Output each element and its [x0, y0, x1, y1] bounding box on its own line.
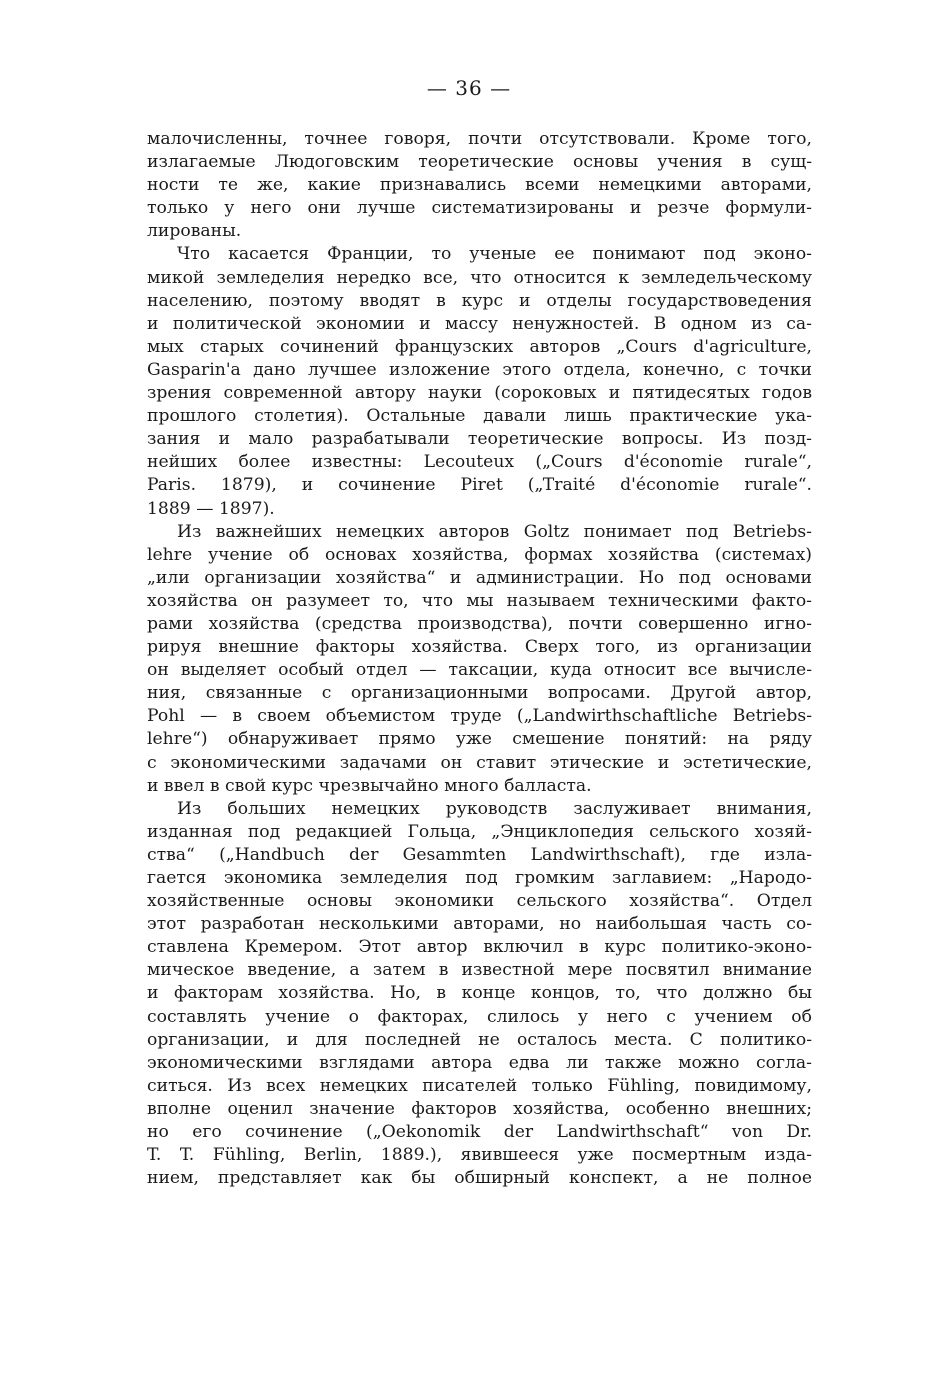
text-line: „или организации хозяйства“ и администрации. Но под основами — [147, 567, 812, 588]
text-line: и политической экономии и массу ненужностей. В одном из са- — [147, 313, 812, 334]
text-line: T. T. Fühling, Berlin, 1889.), явившееся уже посмертным изда- — [147, 1145, 812, 1166]
text-line: мых старых сочинений французских авторов „Cours d'agriculture, — [147, 336, 812, 357]
text-line: Что касается Франции, то ученые ее понимают под эконо- — [177, 244, 812, 265]
text-line: 1889 — 1897). — [147, 498, 275, 519]
text-line: лированы. — [147, 221, 242, 242]
text-line: нейших более известны: Lecouteux („Cours d'économie rurale“, — [147, 452, 812, 473]
text-line: нием, представляет как бы обширный конспект, а не полное — [147, 1168, 812, 1189]
text-line: прошлого столетия). Остальные давали лишь практические ука- — [147, 406, 812, 427]
text-line: ставлена Кремером. Этот автор включил в курс политико-эконо- — [147, 937, 812, 958]
paragraph — [147, 128, 812, 243]
text-line: микой земледелия нередко все, что относится к земледельческому — [147, 267, 812, 288]
text-line: и факторам хозяйства. Но, в конце концов, то, что должно бы — [147, 983, 812, 1004]
text-line: Из важнейших немецких авторов Goltz понимает под Betriebs- — [177, 521, 812, 542]
text-line: но его сочинение („Oekonomik der Landwirthschaft“ von Dr. — [147, 1122, 812, 1143]
text-line: мическое введение, а затем в известной мере посвятил внимание — [147, 960, 812, 981]
text-line: этот разработан несколькими авторами, но наибольшая часть со- — [147, 914, 812, 935]
text-line: Pohl — в своем объемистом труде („Landwirthschaftliche Betriebs- — [147, 706, 812, 727]
text-line: ситься. Из всех немецких писателей только Fühling, повидимому, — [147, 1075, 812, 1096]
text-line: излагаемые Людоговским теоретические основы учения в сущ- — [147, 152, 812, 173]
text-line: изданная под редакцией Гольца, „Энциклопедия сельского хозяй- — [147, 821, 812, 842]
text-line: и ввел в свой курс чрезвычайно много балласта. — [147, 775, 592, 796]
text-line: он выделяет особый отдел — таксации, куда относит все вычисле- — [147, 660, 812, 681]
text-line: ности те же, какие признавались всеми немецкими авторами, — [147, 175, 812, 196]
text-line: составлять учение о факторах, слилось у него с учением об — [147, 1006, 812, 1027]
text-line: населению, поэтому вводят в курс и отделы государствоведения — [147, 290, 812, 311]
text-line: ния, связанные с организационными вопросами. Другой автор, — [147, 683, 812, 704]
text-line: хозяйственные основы экономики сельского хозяйства“. Отдел — [147, 891, 812, 912]
text-line: только у него они лучше систематизированы и резче формули- — [147, 198, 812, 219]
text-line: рами хозяйства (средства производства), почти совершенно игно- — [147, 613, 812, 634]
body-text — [147, 128, 812, 1190]
text-line: ства“ („Handbuch der Gesammten Landwirthschaft), где изла- — [147, 844, 812, 865]
text-line: организации, и для последней не осталось места. С политико- — [147, 1029, 812, 1050]
text-line: lehre учение об основах хозяйства, формах хозяйства (системах) — [147, 544, 812, 565]
text-line: Из больших немецких руководств заслуживает внимания, — [177, 798, 812, 819]
text-line: зания и мало разрабатывали теоретические вопросы. Из позд- — [147, 429, 812, 450]
text-line: вполне оценил значение факторов хозяйства, особенно внешних; — [147, 1098, 812, 1119]
text-line: с экономическими задачами он ставит этические и эстетические, — [147, 752, 812, 773]
paragraph — [147, 798, 812, 1191]
text-line: рируя внешние факторы хозяйства. Сверх того, из организации — [147, 637, 812, 658]
text-line: хозяйства он разумеет то, что мы называем техническими факто- — [147, 590, 812, 611]
text-line: Gasparin'а дано лучшее изложение этого отдела, конечно, с точки — [147, 359, 812, 380]
text-line: Paris. 1879), и сочинение Piret („Traité d'économie rurale“. — [147, 475, 812, 496]
paragraph — [147, 243, 812, 520]
paragraph — [147, 521, 812, 798]
page-number: — 36 — — [426, 76, 512, 100]
text-line: lehre“) обнаруживает прямо уже смешение понятий: на ряду — [147, 729, 812, 750]
text-line: зрения современной автору науки (сороковых и пятидесятых годов — [147, 383, 812, 404]
text-line: гается экономика земледелия под громким заглавием: „Народо- — [147, 868, 812, 888]
text-line: малочисленны, точнее говоря, почти отсутствовали. Кроме того, — [147, 129, 812, 149]
text-line: экономическими взглядами автора едва ли также можно согла- — [147, 1052, 812, 1073]
